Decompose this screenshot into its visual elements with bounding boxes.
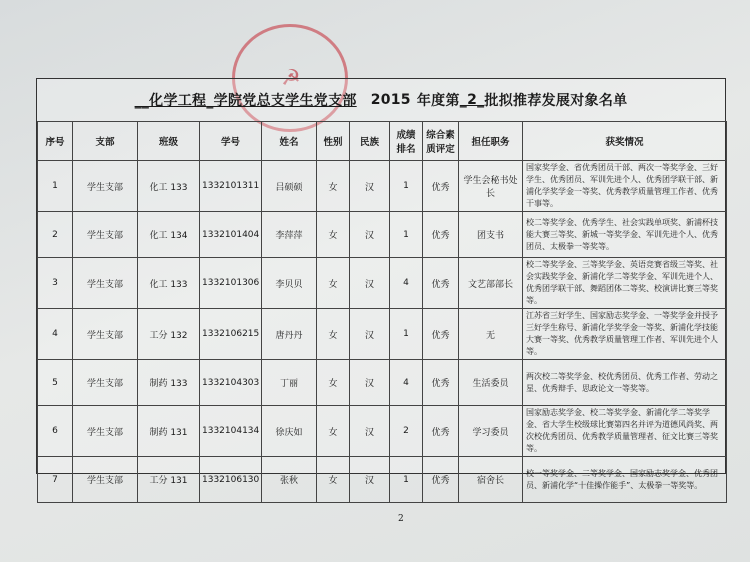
cell-gender: 女 — [317, 212, 350, 258]
cell-ethnic: 汉 — [350, 161, 390, 212]
nominee-table — [37, 121, 727, 503]
cell-role: 文艺部部长 — [459, 258, 523, 309]
cell-quality: 优秀 — [423, 457, 459, 503]
cell-role: 团支书 — [459, 212, 523, 258]
title-batch: _2_ — [459, 92, 485, 108]
cell-class: 制药 133 — [138, 360, 200, 406]
cell-id: 1332106130 — [200, 457, 262, 503]
party-emblem-icon: ☭ — [281, 66, 301, 91]
table-row — [38, 258, 727, 309]
cell-gender: 女 — [317, 161, 350, 212]
cell-name: 李萍萍 — [262, 212, 317, 258]
cell-ethnic: 汉 — [350, 309, 390, 360]
cell-no: 2 — [38, 212, 73, 258]
cell-id: 1332101306 — [200, 258, 262, 309]
cell-ethnic: 汉 — [350, 258, 390, 309]
cell-rank: 1 — [390, 212, 423, 258]
cell-ethnic: 汉 — [350, 406, 390, 457]
cell-class: 工分 132 — [138, 309, 200, 360]
cell-rank: 4 — [390, 258, 423, 309]
cell-awards: 校一等奖学金、二等奖学金、国家励志奖学金、优秀团员、新浦化学“十佳操作能手”、太极拳一等奖等。 — [523, 457, 727, 503]
header-class: 班级 — [138, 122, 200, 161]
header-rank: 成绩排名 — [390, 122, 423, 161]
cell-ethnic: 汉 — [350, 457, 390, 503]
cell-awards: 校二等奖学金、三等奖学金、英语竞赛省级三等奖、社会实践奖学金、新浦化学二等奖学金、军训先进个人、优秀团学联干部、舞蹈团体二等奖、校演讲比赛三等奖等。 — [523, 258, 727, 309]
table-row — [38, 457, 727, 503]
cell-id: 1332104134 — [200, 406, 262, 457]
cell-name: 李贝贝 — [262, 258, 317, 309]
cell-name: 唐丹丹 — [262, 309, 317, 360]
cell-quality: 优秀 — [423, 309, 459, 360]
cell-ethnic: 汉 — [350, 212, 390, 258]
cell-gender: 女 — [317, 258, 350, 309]
cell-awards: 两次校二等奖学金、校优秀团员、优秀工作者、劳动之星、优秀辩手、思政论文一等奖等。 — [523, 360, 727, 406]
cell-class: 化工 134 — [138, 212, 200, 258]
cell-awards: 校二等奖学金、优秀学生、社会实践单项奖、新浦杯技能大赛三等奖、新城一等奖学金、军训先进个人、优秀团员、太极拳一等奖等。 — [523, 212, 727, 258]
title-mid: 年度第 — [416, 93, 460, 109]
cell-no: 3 — [38, 258, 73, 309]
header-ethnic: 民族 — [350, 122, 390, 161]
cell-class: 工分 131 — [138, 457, 200, 503]
cell-branch: 学生支部 — [73, 406, 138, 457]
title-college: __化学工程 — [134, 93, 207, 109]
cell-branch: 学生支部 — [73, 212, 138, 258]
page-number: 2 — [398, 514, 404, 524]
cell-quality: 优秀 — [423, 212, 459, 258]
table-row — [38, 309, 727, 360]
cell-awards: 江苏省三好学生、国家励志奖学金、一等奖学金并授予三好学生称号、新浦化学奖学金一等奖、新浦化学技能大赛一等奖、优秀教学质量管理工作者、军训先进个人等。 — [523, 309, 727, 360]
cell-quality: 优秀 — [423, 258, 459, 309]
cell-branch: 学生支部 — [73, 360, 138, 406]
cell-gender: 女 — [317, 457, 350, 503]
cell-name: 张秋 — [262, 457, 317, 503]
cell-rank: 1 — [390, 161, 423, 212]
title-year: 2015 — [370, 92, 411, 108]
cell-awards: 国家励志奖学金、校二等奖学金、新浦化学二等奖学金、省大学生校级球比赛第四名并评为道德风尚奖、两次校优秀团员、优秀教学质量管理者、征文比赛三等奖等。 — [523, 406, 727, 457]
cell-no: 6 — [38, 406, 73, 457]
table-row — [38, 360, 727, 406]
cell-name: 吕硕硕 — [262, 161, 317, 212]
header-branch: 支部 — [73, 122, 138, 161]
header-no: 序号 — [38, 122, 73, 161]
cell-no: 5 — [38, 360, 73, 406]
cell-class: 制药 131 — [138, 406, 200, 457]
cell-rank: 1 — [390, 457, 423, 503]
cell-branch: 学生支部 — [73, 309, 138, 360]
cell-branch: 学生支部 — [73, 161, 138, 212]
cell-id: 1332106215 — [200, 309, 262, 360]
cell-rank: 4 — [390, 360, 423, 406]
cell-class: 化工 133 — [138, 161, 200, 212]
cell-branch: 学生支部 — [73, 258, 138, 309]
cell-name: 徐庆如 — [262, 406, 317, 457]
header-id: 学号 — [200, 122, 262, 161]
header-awards: 获奖情况 — [523, 122, 727, 161]
cell-no: 1 — [38, 161, 73, 212]
document-title — [37, 79, 725, 122]
table-row — [38, 212, 727, 258]
cell-class: 化工 133 — [138, 258, 200, 309]
cell-gender: 女 — [317, 406, 350, 457]
cell-id: 1332101404 — [200, 212, 262, 258]
header-quality: 综合素质评定 — [423, 122, 459, 161]
cell-name: 丁丽 — [262, 360, 317, 406]
table-row — [38, 406, 727, 457]
cell-quality: 优秀 — [423, 161, 459, 212]
title-end: 批拟推荐发展对象名单 — [484, 93, 628, 109]
title-branch: _学院党总支学生党支部 — [206, 93, 357, 109]
cell-quality: 优秀 — [423, 360, 459, 406]
cell-rank: 2 — [390, 406, 423, 457]
table-row — [38, 161, 727, 212]
header-gender: 性别 — [317, 122, 350, 161]
header-role: 担任职务 — [459, 122, 523, 161]
cell-no: 7 — [38, 457, 73, 503]
cell-quality: 优秀 — [423, 406, 459, 457]
cell-id: 1332101311 — [200, 161, 262, 212]
cell-rank: 1 — [390, 309, 423, 360]
nominee-table-frame — [36, 78, 726, 490]
cell-role: 学生会秘书处长 — [459, 161, 523, 212]
cell-ethnic: 汉 — [350, 360, 390, 406]
cell-role: 无 — [459, 309, 523, 360]
cell-branch: 学生支部 — [73, 457, 138, 503]
cell-role: 学习委员 — [459, 406, 523, 457]
cell-gender: 女 — [317, 309, 350, 360]
cell-gender: 女 — [317, 360, 350, 406]
cell-awards: 国家奖学金、省优秀团员干部、两次一等奖学金、三好学生、优秀团员、军训先进个人、优秀团学联干部、新浦化学奖学金一等奖、优秀教学质量管理工作者、优秀干事等。 — [523, 161, 727, 212]
cell-role: 生活委员 — [459, 360, 523, 406]
header-name: 姓名 — [262, 122, 317, 161]
cell-role: 宿舍长 — [459, 457, 523, 503]
cell-id: 1332104303 — [200, 360, 262, 406]
cell-no: 4 — [38, 309, 73, 360]
table-header-row — [38, 122, 727, 161]
